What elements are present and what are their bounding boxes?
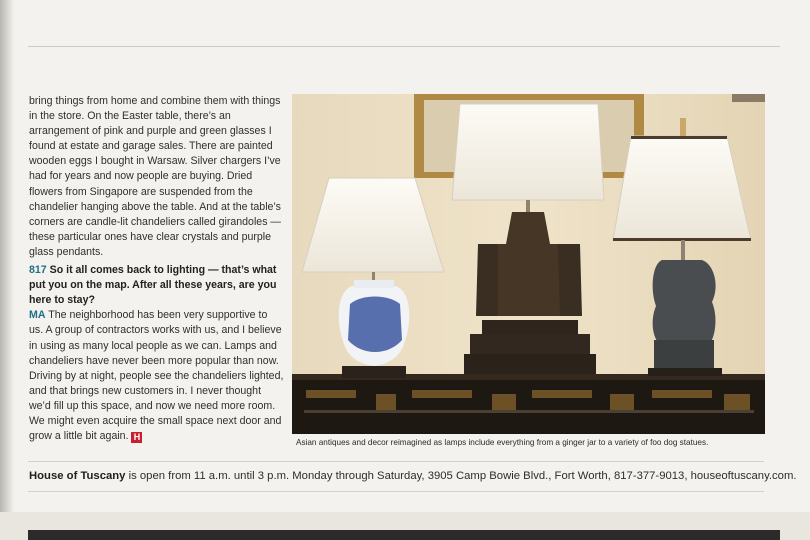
interview-answer	[29, 308, 284, 444]
next-page-photo	[28, 530, 780, 540]
business-name: House of Tuscany	[29, 470, 126, 482]
interview-question	[29, 263, 284, 308]
info-divider-top	[28, 461, 764, 462]
answer-label: MA	[29, 309, 46, 322]
business-info	[29, 470, 797, 482]
question-label: 817	[29, 264, 47, 277]
business-details: is open from 11 a.m. until 3 p.m. Monday through Saturday, 3905 Camp Bowie Blvd., Fort Worth, 817-377-9013, houseoftuscany.com.	[125, 470, 797, 482]
page-gutter-shadow	[0, 0, 14, 540]
lamps-photo-illustration	[292, 94, 765, 434]
info-divider-bottom	[28, 491, 764, 492]
article-column	[29, 94, 284, 444]
top-rule	[28, 46, 780, 47]
question-text: So it all comes back to lighting — that’s what put you on the map. After all these years, are you here to stay?	[29, 264, 277, 307]
photo-caption: Asian antiques and decor reimagined as lamps include everything from a ginger jar to a variety of foo dog statues.	[296, 438, 709, 447]
answer-text: The neighborhood has been very supportive to us. A group of contractors works with us, and I believe in using as many local people as we can. Lamps and chandeliers have never been more popular than now. Driving by at night, people see the chandeliers lighted, and that brings new customers in. I never thought we’d fill up this space, and now we need more room. We might even acquire the small space next door and grow a little bit again.	[29, 309, 284, 443]
lamps-photo	[292, 94, 765, 434]
end-mark-icon: H	[131, 432, 142, 443]
article-paragraph: bring things from home and combine them with things in the store. On the Easter table, there’s an arrangement of pink and purple and green glasses I found at estate and garage sales. There are painted wooden eggs I bought in Warsaw. Silver chargers I’ve had for years and now people are buying. Dried flowers from Singapore are suspended from the chandelier hanging above the table. And at the table’s corners are candle-lit chandeliers called girandoles — these particular ones have clear crystals and purple glass pendants.	[29, 95, 282, 258]
